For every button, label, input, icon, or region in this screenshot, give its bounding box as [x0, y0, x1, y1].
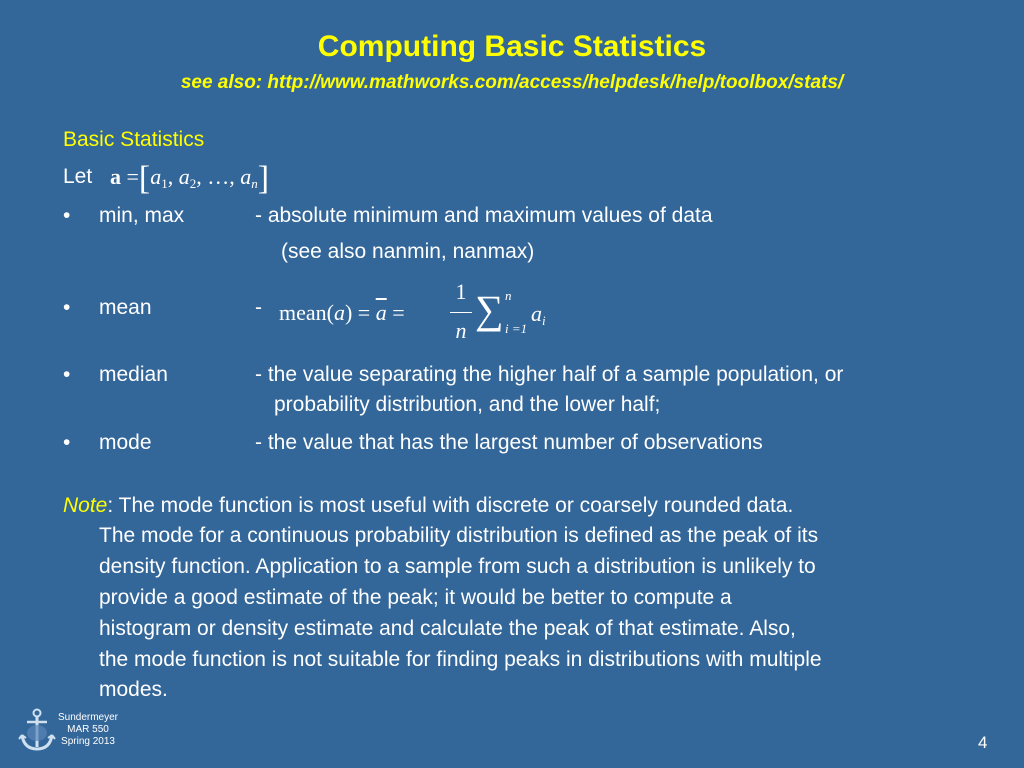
sum-term: $a_i$ — [531, 301, 546, 328]
vector-formula: $a =[a_1$, $a_2$, …, $a_n$] — [110, 160, 270, 197]
bullet-mean-label: mean — [99, 296, 152, 319]
sum-symbol: ∑ — [475, 287, 504, 332]
bullet-median-label: median — [99, 363, 168, 386]
note-line: density function. Application to a sample from such a distribution is unlikely to — [99, 555, 816, 578]
note-label: Note — [63, 494, 108, 517]
note-line: modes. — [99, 678, 168, 701]
bullet-marker: • — [63, 204, 71, 227]
section-heading: Basic Statistics — [63, 128, 205, 151]
sum-lower: i =1 — [505, 321, 528, 336]
mean-denominator: n — [455, 318, 467, 343]
page-number: 4 — [978, 733, 988, 752]
note-line: The mode for a continuous probability distribution is defined as the peak of its — [99, 524, 819, 547]
bullet-minmax-desc2: (see also nanmin, nanmax) — [281, 240, 535, 263]
note-first-line: Note: The mode function is most useful with discrete or coarsely rounded data. — [63, 494, 794, 517]
bullet-median-desc2: probability distribution, and the lower half; — [274, 393, 661, 416]
bullet-mode-label: mode — [99, 431, 152, 454]
footer-credit: Sundermeyer MAR 550 Spring 2013 — [57, 712, 119, 747]
mean-numerator: 1 — [455, 279, 467, 304]
bullet-minmax-desc: - absolute minimum and maximum values of data — [255, 204, 713, 227]
slide-title: Computing Basic Statistics — [317, 30, 707, 63]
bullet-marker: • — [63, 296, 71, 319]
bullet-mode-desc: - the value that has the largest number of observations — [255, 431, 763, 454]
vector-var: a — [110, 164, 121, 189]
mean-formula: mean(a) = $\overline{a}$ = — [279, 300, 405, 325]
bullet-mean-desc: - — [255, 296, 262, 319]
sum-upper: n — [505, 288, 512, 303]
note-line: the mode function is not suitable for finding peaks in distributions with multiple — [99, 648, 822, 671]
anchor-logo-icon — [18, 707, 56, 753]
bullet-median-desc: - the value separating the higher half of a sample population, or — [255, 363, 844, 386]
bullet-marker: • — [63, 431, 71, 454]
let-label: Let — [63, 165, 93, 188]
fraction-bar — [450, 312, 472, 313]
slide-subtitle: see also: http://www.mathworks.com/access/helpdesk/help/toolbox/stats/ — [180, 72, 844, 93]
note-line: provide a good estimate of the peak; it would be better to compute a — [99, 586, 732, 609]
bullet-marker: • — [63, 363, 71, 386]
note-line: histogram or density estimate and calculate the peak of that estimate. Also, — [99, 617, 796, 640]
bullet-minmax-label: min, max — [99, 204, 185, 227]
vector-equals: = — [126, 164, 139, 189]
